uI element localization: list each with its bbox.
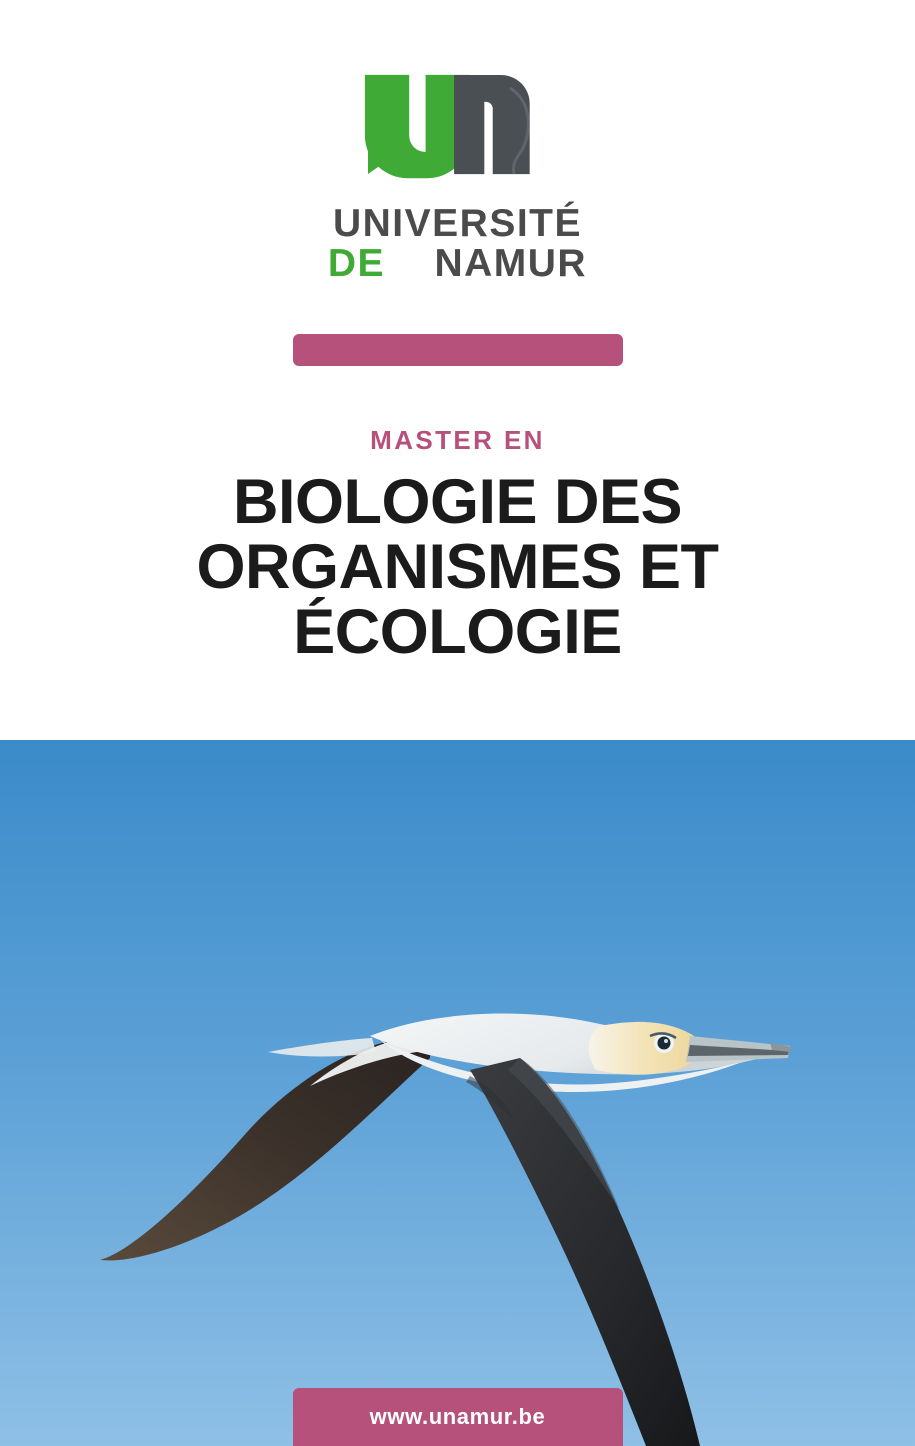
website-url-badge[interactable]	[293, 1388, 623, 1446]
cover-photo	[0, 740, 915, 1446]
website-url-text: www.unamur.be	[369, 1404, 546, 1429]
page-title: BIOLOGIE DES ORGANISMES ET ÉCOLOGIE	[196, 467, 719, 667]
cover-title-block	[0, 425, 915, 665]
logo-line-de-namur	[327, 241, 588, 285]
logo-word-de: DE	[327, 241, 386, 285]
logo-wordmark	[328, 204, 587, 284]
logo-word-namur: NAMUR	[434, 241, 588, 285]
program-kicker: MASTER EN	[370, 425, 545, 455]
unamur-logo-mark-icon	[360, 70, 556, 192]
university-logo	[0, 70, 915, 284]
logo-line-universite: UNIVERSITÉ	[332, 202, 583, 245]
accent-bar-top	[293, 334, 623, 366]
